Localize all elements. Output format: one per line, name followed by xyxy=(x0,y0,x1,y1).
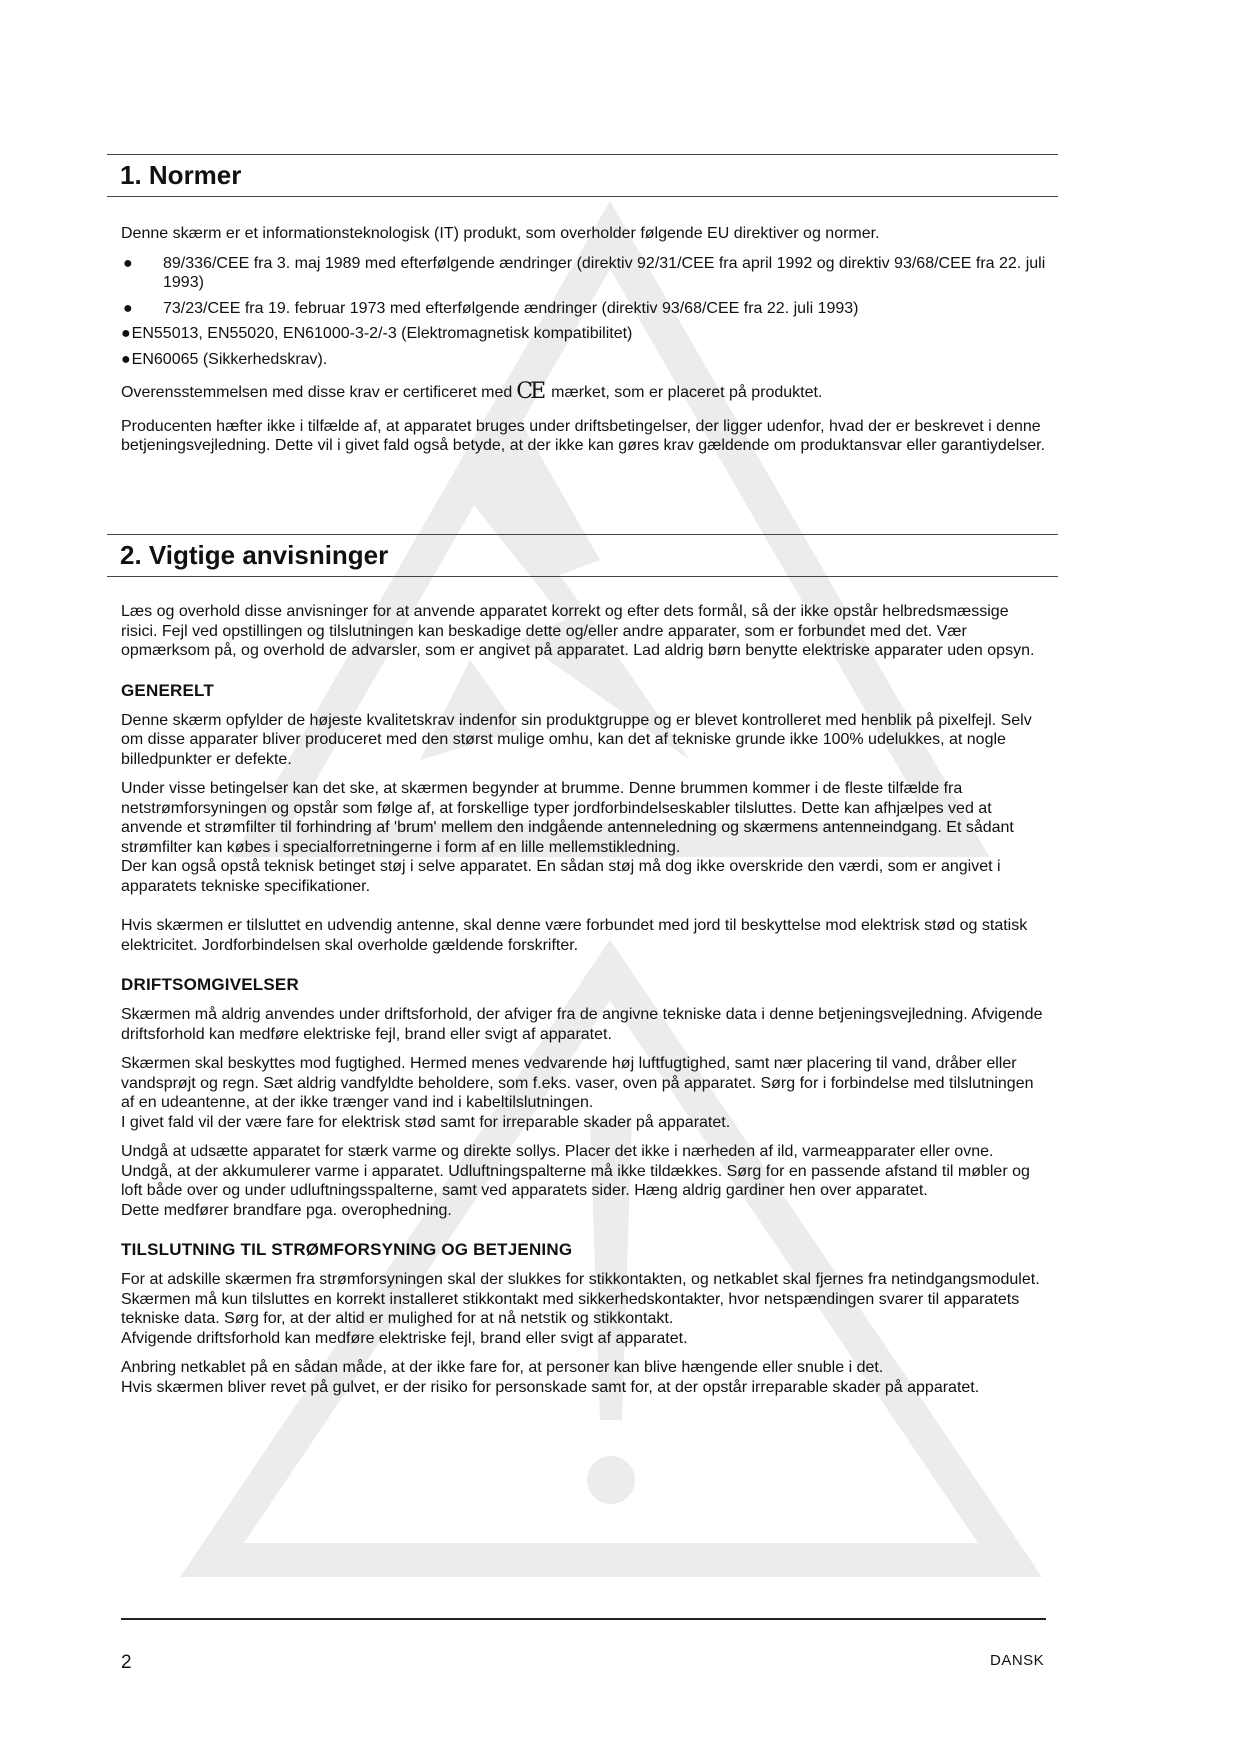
ce-mark-icon: CE xyxy=(516,379,544,404)
ce-statement: Overensstemmelsen med disse krav er certificeret med CE mærket, som er placeret på produktet. xyxy=(121,379,823,404)
language-label: DANSK xyxy=(990,1652,1045,1669)
paragraph: For at adskille skærmen fra strømforsyningen skal der slukkes for stikkontakten, og netkablet skal fjernes fra netindgangsmodulet. Skærmen må kun tilsluttes en korrekt installeret stikkontakt med sikkerhedskontakter, hvor netspændingen svarer til apparatets tekniske data. Sørg for, at der altid er mulighed for at nå netstik og stikkontakt. xyxy=(121,1271,1040,1327)
paragraph: Afvigende driftsforhold kan medføre elektriske fejl, brand eller svigt af apparatet. xyxy=(121,1329,688,1347)
paragraph: Skærmen skal beskyttes mod fugtighed. Hermed menes vedvarende høj luftfugtighed, samt nær placering til vand, dråber eller vandsprøjt og regn. Sæt aldrig vandfyldte beholdere, som f.eks. vaser, oven på apparatet. Sørg for i forbindelse med tilslutningen af en udeantenne, at der ikke trænger vand ind i kabeltilslutningen. xyxy=(121,1055,1034,1111)
paragraph: Hvis skærmen bliver revet på gulvet, er der risiko for personskade samt for, at der opstår irreparable skader på apparatet. xyxy=(121,1378,980,1396)
subheading-stromforsyning: TILSLUTNING TIL STRØMFORSYNING OG BETJENING xyxy=(121,1240,573,1259)
section-heading: 2. Vigtige anvisninger xyxy=(120,540,389,570)
section-title-normer xyxy=(107,154,1058,197)
subheading-generelt: GENERELT xyxy=(121,680,214,700)
paragraph: Undgå at udsætte apparatet for stærk varme og direkte sollys. Placer det ikke i nærheden af ild, varmeapparater eller ovne. Undgå, at der akkumulerer varme i apparatet. Udluftningspalterne må ikke tildækkes. Sørg for en passende afstand til møbler og loft både over og under udluftningsspalterne, samt ved apparatets sider. Hæng aldrig gardiner hen over apparatet. xyxy=(121,1143,1030,1199)
vigtige-body xyxy=(121,602,1046,1407)
paragraph: Denne skærm opfylder de højeste kvalitetskrav indenfor sin produktgruppe og er blevet kontrolleret med henblik på pixelfejl. Selv om disse apparater bliver produceret med den størst mulige omhu, kan det af tekniske grunde ikke 100% udelukkes, at nogle billedpunkter er defekte. xyxy=(121,711,1032,768)
list-item: ●EN55013, EN55020, EN61000-3-2/-3 (Elektromagnetisk kompatibilitet) xyxy=(121,325,633,342)
footer-divider xyxy=(121,1618,1046,1620)
list-item: ● 73/23/CEE fra 19. februar 1973 med efterfølgende ændringer (direktiv 93/68/CEE fra 22. juli 1993) xyxy=(123,299,859,317)
paragraph: Der kan også opstå teknisk betinget støj i selve apparatet. En sådan støj må dog ikke overskride den værdi, som er angivet i apparatets tekniske specifikationer. xyxy=(121,858,1001,895)
section-heading: 1. Normer xyxy=(120,160,242,190)
paragraph: I givet fald vil der være fare for elektrisk stød samt for irreparable skader på apparatet. xyxy=(121,1113,731,1131)
paragraph: Dette medfører brandfare pga. overophedning. xyxy=(121,1201,452,1219)
page-number: 2 xyxy=(121,1652,132,1673)
list-item: ● 89/336/CEE fra 3. maj 1989 med efterfølgende ændringer (direktiv 92/31/CEE fra april 1992 og direktiv 93/68/CEE fra 22. juli 1993) xyxy=(123,254,1046,291)
liability-disclaimer: Producenten hæfter ikke i tilfælde af, at apparatet bruges under driftsbetingelser, der ligger udenfor, hvad der er beskrevet i denne betjeningsvejledning. Dette vil i givet fald også betyde, at der ikke kan gøres krav gældende om produktansvar eller garantiydelser. xyxy=(121,417,1046,454)
paragraph: Anbring netkablet på en sådan måde, at der ikke fare for, at personer kan blive hængende eller snuble i det. xyxy=(121,1359,884,1376)
bullet-icon: ● xyxy=(121,325,131,342)
normer-intro: Denne skærm er et informationsteknologisk (IT) produkt, som overholder følgende EU direktiver og normer. xyxy=(121,225,880,242)
section-title-vigtige xyxy=(107,534,1058,577)
bullet-icon: ● xyxy=(123,299,133,317)
standards-list xyxy=(121,254,1046,370)
paragraph: Under visse betingelser kan det ske, at skærmen begynder at brumme. Denne brummen kommer i de fleste tilfælde fra netstrømforsyningen og opstår som følge af, at forskellige typer jordforbindelseskabler tilsluttes. Dette kan afhjælpes ved at anvende et strømfilter til forhindring af 'brum' mellem den indgående antenneledning og skærmens antenneindgang. Et sådant strømfilter kan købes i specialforretningerne i form af en lille mellemstikledning. xyxy=(121,780,1014,856)
paragraph: Hvis skærmen er tilsluttet en udvendig antenne, skal denne være forbundet med jord til beskyttelse mod elektrisk stød og statisk elektricitet. Jordforbindelsen skal overholde gældende forskrifter. xyxy=(121,917,1028,954)
list-item: ●EN60065 (Sikkerhedskrav). xyxy=(121,350,328,368)
normer-body xyxy=(121,224,1046,466)
paragraph: Skærmen må aldrig anvendes under driftsforhold, der afviger fra de angivne tekniske data i denne betjeningsvejledning. Afvigende driftsforhold kan medføre elektriske fejl, brand eller svigt af apparatet. xyxy=(121,1006,1043,1043)
bullet-icon: ● xyxy=(121,350,131,368)
vigtige-intro: Læs og overhold disse anvisninger for at anvende apparatet korrekt og efter dets formål, så der ikke opstår helbredsmæssige risici. Fejl ved opstillingen og tilslutningen kan beskadige dette og/eller andre apparater, som er forbundet med det. Vær opmærksom på, og overhold de advarsler, som er angivet på apparatet. Lad aldrig børn benytte elektriske apparater uden opsyn. xyxy=(121,603,1035,659)
subheading-driftsomgivelser: DRIFTSOMGIVELSER xyxy=(121,975,299,994)
bullet-icon: ● xyxy=(123,254,133,272)
